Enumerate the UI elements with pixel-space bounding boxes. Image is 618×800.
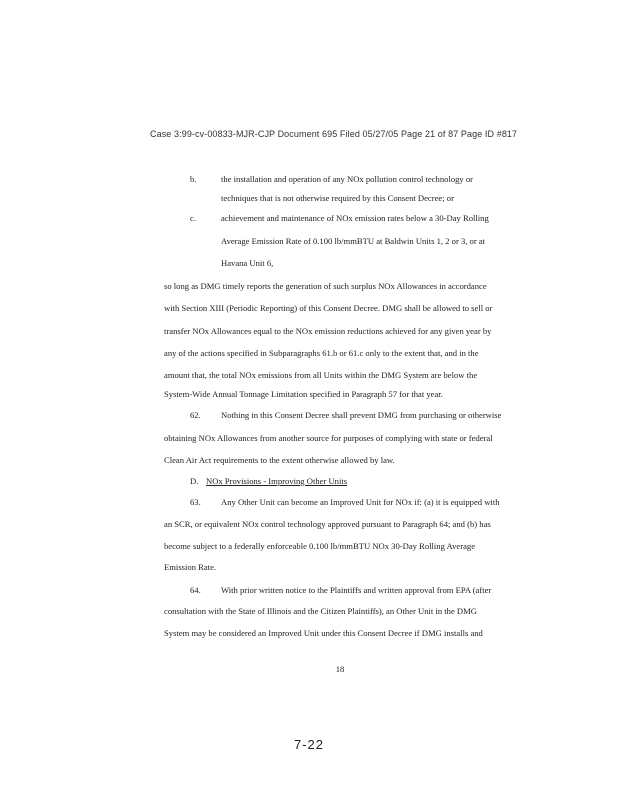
section-d-marker: D. <box>190 476 199 486</box>
continuation-line-3: transfer NOx Allowances equal to the NOx emission reductions achieved for any given year by <box>164 326 492 336</box>
continuation-line-6: System-Wide Annual Tonnage Limitation specified in Paragraph 57 for that year. <box>164 389 443 399</box>
item-c-line-3: Havana Unit 6, <box>221 258 274 268</box>
item-b-marker: b. <box>190 174 197 184</box>
continuation-line-5: amount that, the total NOx emissions from all Units within the DMG System are below the <box>164 370 478 380</box>
para-62-number: 62. <box>190 410 201 420</box>
item-c-line-1: achievement and maintenance of NOx emission rates below a 30-Day Rolling <box>221 213 489 223</box>
para-63-line-2: an SCR, or equivalent NOx control technology approved pursuant to Paragraph 64; and (b) has <box>164 519 491 529</box>
para-64-line-3: System may be considered an Improved Unit under this Consent Decree if DMG installs and <box>164 628 483 638</box>
para-63-line-4: Emission Rate. <box>164 562 217 572</box>
para-62-line-3: Clean Air Act requirements to the extent otherwise allowed by law. <box>164 455 395 465</box>
item-b-line-1: the installation and operation of any NOx pollution control technology or <box>221 174 474 184</box>
para-63-line-3: become subject to a federally enforceable 0.100 lb/mmBTU NOx 30-Day Rolling Average <box>164 541 476 551</box>
document-header: Case 3:99-cv-00833-MJR-CJP Document 695 Filed 05/27/05 Page 21 of 87 Page ID #817 <box>150 129 518 139</box>
item-c-line-2: Average Emission Rate of 0.100 lb/mmBTU at Baldwin Units 1, 2 or 3, or at <box>221 236 486 246</box>
continuation-line-4: any of the actions specified in Subparagraphs 61.b or 61.c only to the extent that, and in the <box>164 348 479 358</box>
para-63-line-1: Any Other Unit can become an Improved Unit for NOx if: (a) it is equipped with <box>221 497 500 507</box>
continuation-line-2: with Section XIII (Periodic Reporting) of this Consent Decree. DMG shall be allowed to sell or <box>164 303 493 313</box>
section-d-title: NOx Provisions - Improving Other Units <box>206 476 348 486</box>
exhibit-number: 7-22 <box>293 737 325 752</box>
para-64-line-2: consultation with the State of Illinois and the Citizen Plaintiffs), an Other Unit in the DMG <box>164 606 477 616</box>
item-c-marker: c. <box>190 213 196 223</box>
para-63-number: 63. <box>190 497 201 507</box>
page-number: 18 <box>335 664 345 674</box>
para-62-line-1: Nothing in this Consent Decree shall prevent DMG from purchasing or otherwise <box>221 410 502 420</box>
para-64-number: 64. <box>190 585 201 595</box>
item-b-line-2: techniques that is not otherwise required by this Consent Decree; or <box>221 193 454 203</box>
para-64-line-1: With prior written notice to the Plaintiffs and written approval from EPA (after <box>221 585 492 595</box>
para-62-line-2: obtaining NOx Allowances from another source for purposes of complying with state or federal <box>164 433 493 443</box>
continuation-line-1: so long as DMG timely reports the generation of such surplus NOx Allowances in accordance <box>164 281 487 291</box>
